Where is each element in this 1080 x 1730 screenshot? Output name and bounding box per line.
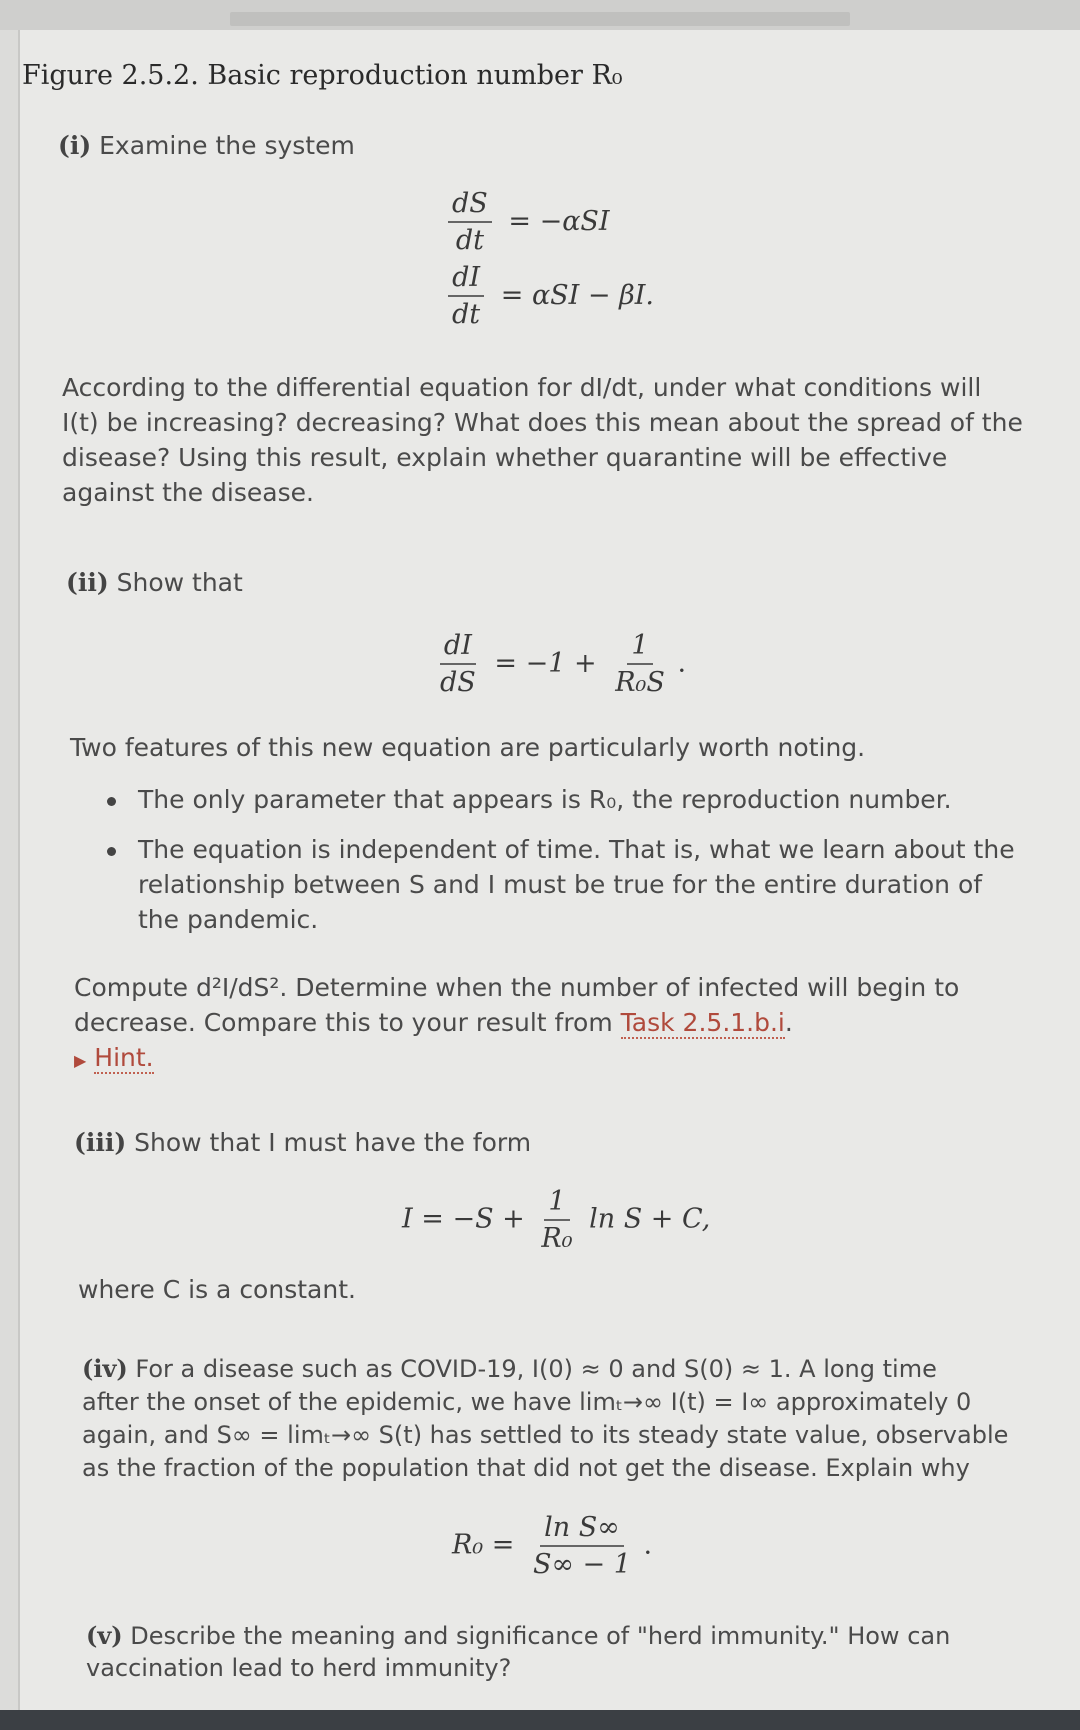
- part-iii-intro: Show that I must have the form: [134, 1128, 532, 1157]
- hint-toggle[interactable]: [74, 1040, 959, 1078]
- di-ds-fraction: [436, 630, 480, 698]
- r0-numerator: 1: [544, 1186, 569, 1221]
- bullet-dot: [107, 847, 116, 856]
- di-ds-mid: = −1 +: [494, 647, 597, 679]
- r0s-numerator: 1: [627, 630, 652, 665]
- equation-i-form: [402, 1186, 710, 1254]
- part-iv-line: as the fraction of the population that did not get the disease. Explain why: [82, 1454, 970, 1482]
- di-numerator: dI: [448, 262, 484, 297]
- ds-rhs: = −αSI: [508, 205, 610, 237]
- part-i-heading: [58, 128, 355, 163]
- di-denominator: dt: [452, 299, 481, 330]
- bullet-dot: [107, 797, 116, 806]
- part-i-line: According to the differential equation for dI/dt, under what conditions will: [62, 373, 982, 402]
- di-rhs: = αSI − βI.: [500, 279, 654, 311]
- part-i-line: disease? Using this result, explain whether quarantine will be effective: [62, 443, 948, 472]
- figure-title: Figure 2.5.2. Basic reproduction number R₀: [22, 60, 623, 91]
- bullet-line: the pandemic.: [138, 905, 319, 934]
- equation-di-ds: [436, 630, 686, 698]
- part-iv-line: For a disease such as COVID-19, I(0) ≈ 0 and S(0) ≈ 1. A long time: [135, 1355, 937, 1383]
- part-i-line: against the disease.: [62, 478, 314, 507]
- triangle-right-icon: ▶: [74, 1051, 87, 1070]
- hint-link[interactable]: Hint.: [94, 1043, 154, 1072]
- di-ds-numerator: dI: [440, 630, 476, 665]
- equation-r0: [452, 1512, 652, 1580]
- r0-lhs: R₀ =: [452, 1529, 515, 1561]
- di-dt-fraction: [448, 262, 484, 330]
- ds-denominator: dt: [455, 225, 484, 256]
- bullet-item-time: [138, 832, 1015, 937]
- bullet-line: The equation is independent of time. That is, what we learn about the: [138, 835, 1015, 864]
- di-ds-end: .: [677, 647, 687, 679]
- ln-s-inf-fraction: [529, 1512, 635, 1580]
- compute-paragraph: [74, 970, 959, 1078]
- di-ds-denominator: dS: [440, 667, 476, 698]
- bullet-line: relationship between S and I must be true for the entire duration of: [138, 870, 983, 899]
- task-link[interactable]: Task 2.5.1.b.i: [620, 1008, 785, 1037]
- ln-s-numerator: ln S∞: [540, 1512, 624, 1547]
- one-over-r0-fraction: [537, 1186, 576, 1254]
- part-iii-label: (iii): [74, 1128, 127, 1157]
- features-intro: Two features of this new equation are particularly worth noting.: [70, 733, 866, 762]
- part-i-intro: Examine the system: [99, 131, 355, 160]
- r0s-denominator: R₀S: [615, 667, 665, 698]
- compute-line: decrease. Compare this to your result from: [74, 1008, 613, 1037]
- task-link-end: .: [784, 1008, 793, 1037]
- part-v-paragraph: [86, 1620, 950, 1684]
- part-i-question: [62, 370, 1023, 510]
- r0-denominator: R₀: [541, 1223, 573, 1254]
- part-ii-heading: [66, 565, 243, 600]
- part-v-line: vaccination lead to herd immunity?: [86, 1654, 512, 1682]
- top-scroll-bar[interactable]: [230, 12, 850, 26]
- bullet-line: The only parameter that appears is R₀, the reproduction number.: [138, 785, 952, 814]
- part-iv-line: again, and S∞ = limₜ→∞ S(t) has settled to its steady state value, observable: [82, 1421, 1009, 1449]
- r0-end: .: [643, 1529, 653, 1561]
- part-iv-label: (iv): [82, 1354, 128, 1383]
- part-ii-intro: Show that: [116, 568, 243, 597]
- equation-ds-dt: [448, 188, 610, 256]
- i-form-rhs: ln S + C,: [589, 1203, 711, 1235]
- ds-numerator: dS: [448, 188, 492, 223]
- s-inf-denominator: S∞ − 1: [532, 1549, 631, 1580]
- compute-line: Compute d²I/dS². Determine when the number of infected will begin to: [74, 973, 960, 1002]
- taskbar: [0, 1710, 1080, 1730]
- equation-di-dt: [448, 262, 654, 330]
- part-iv-paragraph: [82, 1352, 1008, 1485]
- part-iv-line: after the onset of the epidemic, we have limₜ→∞ I(t) = I∞ approximately 0: [82, 1388, 972, 1416]
- i-form-lhs: I = −S +: [402, 1203, 525, 1235]
- ds-dt-fraction: [448, 188, 492, 256]
- where-constant: where C is a constant.: [78, 1275, 356, 1304]
- part-v-line: Describe the meaning and significance of "herd immunity." How can: [130, 1622, 951, 1650]
- part-iii-heading: [74, 1125, 531, 1160]
- part-i-line: I(t) be increasing? decreasing? What does this mean about the spread of the: [62, 408, 1023, 437]
- one-over-r0s-fraction: [611, 630, 669, 698]
- part-i-label: (i): [58, 131, 92, 160]
- bullet-item-parameter: [138, 782, 952, 817]
- part-v-label: (v): [86, 1621, 123, 1650]
- part-ii-label: (ii): [66, 568, 109, 597]
